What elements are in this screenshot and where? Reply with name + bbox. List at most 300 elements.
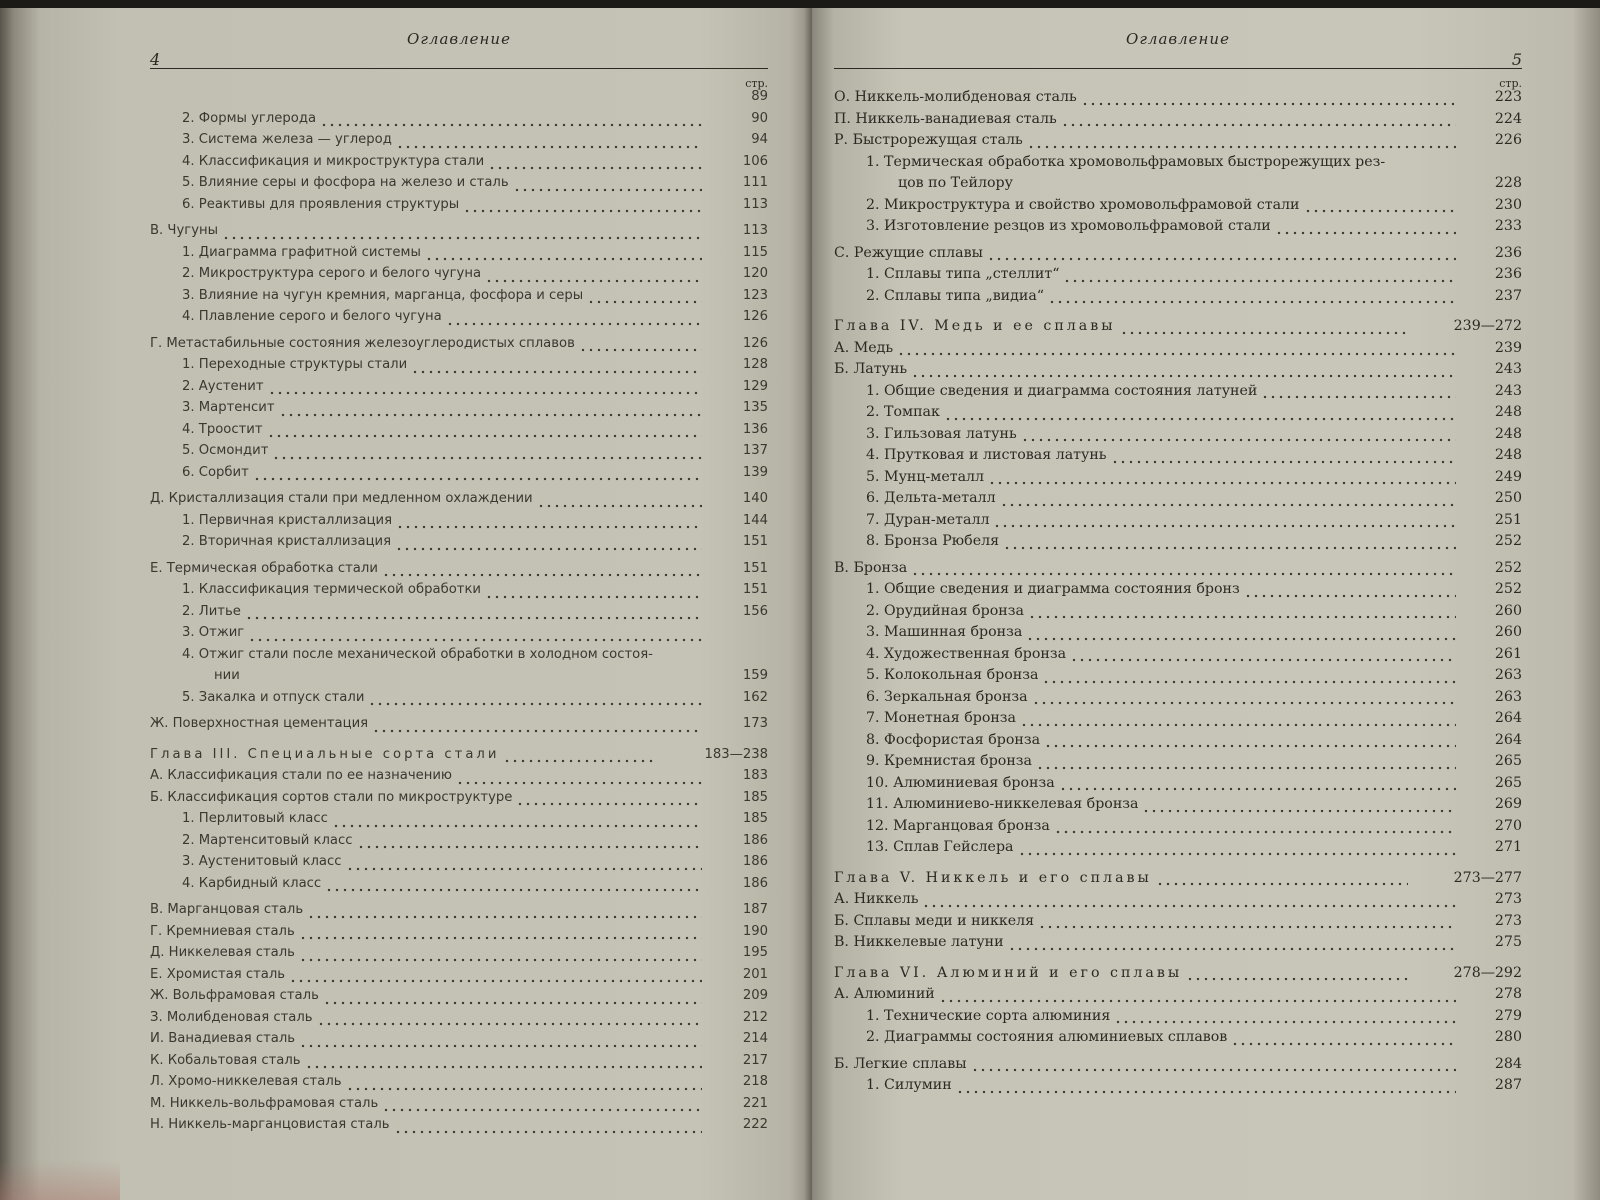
entry-page: 139 <box>742 464 768 480</box>
dot-leader <box>394 1117 702 1139</box>
toc-entry <box>834 404 1522 426</box>
entry-page: 90 <box>751 110 768 126</box>
toc-section <box>150 790 768 812</box>
entry-page: 269 <box>1494 796 1522 812</box>
entry-continuation <box>150 668 768 690</box>
entry-title: 5. Колокольная бронза <box>866 667 1039 683</box>
dot-leader <box>299 945 702 967</box>
toc-section <box>834 934 1522 956</box>
toc-entry <box>150 604 768 626</box>
dot-leader <box>1028 603 1456 625</box>
dot-leader <box>488 154 702 176</box>
toc-entry <box>150 582 768 604</box>
entry-title: 7. Дуран-металл <box>866 511 990 528</box>
dot-leader <box>245 604 702 626</box>
entry-page: 190 <box>742 923 768 939</box>
entry-title: 2. Литье <box>182 603 241 619</box>
dot-leader <box>372 716 702 738</box>
toc-entry <box>150 690 768 712</box>
dot-leader <box>1021 426 1456 448</box>
entry-page: 144 <box>742 512 768 528</box>
dot-leader <box>485 582 702 604</box>
entry-title: 2. Микроструктура и свойство хромовольфрамовой стали <box>866 196 1300 213</box>
entry-page: 128 <box>742 357 768 372</box>
toc-entry <box>150 245 768 267</box>
dot-leader <box>537 491 702 513</box>
entry-title: 4. Художественная бронза <box>866 645 1067 662</box>
dot-leader <box>513 175 702 197</box>
entry-page: 275 <box>1494 934 1522 950</box>
entry-page: 183—238 <box>704 746 768 762</box>
chapter-heading <box>150 747 768 769</box>
entry-page: 243 <box>1494 361 1522 377</box>
toc-entry <box>150 379 768 401</box>
dot-leader <box>346 854 702 876</box>
entry-page: 248 <box>1494 404 1522 420</box>
entry-title: 2. Аустенит <box>182 378 264 394</box>
toc-entry <box>150 400 768 422</box>
entry-title: 9. Кремнистая бронза <box>866 753 1032 769</box>
entry-page: 187 <box>742 902 768 917</box>
entry-title: С. Режущие сплавы <box>834 244 983 261</box>
entry-title: О. Никкель-молибденовая сталь <box>834 89 1077 105</box>
entry-title: 2. Сплавы типа „видиа“ <box>866 287 1045 304</box>
dot-leader <box>503 747 654 769</box>
entry-title: 8. Бронза Рюбеля <box>866 533 1000 549</box>
page-number: 5 <box>1511 50 1522 69</box>
entry-page: 186 <box>742 854 768 869</box>
entry-title: 3. Система железа — углерод <box>182 132 392 147</box>
entry-title: 4. Классификация и микроструктура стали <box>182 153 485 169</box>
entry-continuation <box>834 175 1522 197</box>
dot-leader <box>485 266 702 288</box>
dot-leader <box>382 561 702 583</box>
entry-title: 2. Вторичная кристаллизация <box>182 534 392 549</box>
toc-entry <box>834 818 1522 840</box>
entry-page: 113 <box>742 223 768 238</box>
right-toc-entries <box>834 89 1522 1099</box>
entry-title: Г. Метастабильные состояния железоуглеродистых сплавов <box>150 335 575 351</box>
dot-leader <box>463 197 702 219</box>
dot-leader <box>382 1096 702 1118</box>
entry-title: 11. Алюминиево-никкелевая бронза <box>866 796 1139 812</box>
dot-leader <box>897 340 1456 362</box>
dot-leader <box>299 924 702 946</box>
right-page <box>812 8 1600 1200</box>
toc-entry <box>834 581 1522 603</box>
dot-leader <box>1114 1008 1456 1030</box>
toc-entry <box>834 383 1522 405</box>
entry-page: 236 <box>1494 244 1522 261</box>
toc-entry <box>150 876 768 898</box>
str-label: стр. <box>1499 77 1522 90</box>
entry-title: 7. Монетная бронза <box>866 710 1017 726</box>
entry-page: 140 <box>742 491 768 506</box>
entry-page: 279 <box>1494 1007 1522 1024</box>
entry-page: 287 <box>1494 1077 1522 1093</box>
toc-entry <box>834 1008 1522 1030</box>
entry-page: 273 <box>1494 891 1522 907</box>
entry-title: 6. Зеркальная бронза <box>866 688 1028 705</box>
entry-page: 271 <box>1494 839 1522 855</box>
entry-title: Б. Легкие сплавы <box>834 1055 967 1072</box>
dot-leader <box>1044 732 1456 754</box>
toc-entry <box>834 667 1522 689</box>
toc-section <box>150 1053 768 1075</box>
entry-page: 263 <box>1494 667 1522 683</box>
dot-leader <box>1020 710 1456 732</box>
toc-entry <box>834 154 1522 176</box>
dot-leader <box>267 422 702 444</box>
entry-page: 265 <box>1494 774 1522 791</box>
chapter-heading <box>834 870 1522 892</box>
shadow-corner <box>0 1160 120 1200</box>
toc-section <box>834 361 1522 383</box>
entry-title: 3. Гильзовая латунь <box>866 425 1017 442</box>
toc-entry <box>834 469 1522 491</box>
entry-page: 230 <box>1494 196 1522 213</box>
entry-page: 261 <box>1494 645 1522 662</box>
right-running-head <box>834 8 1522 69</box>
dot-leader <box>911 361 1456 383</box>
dot-leader <box>456 768 702 790</box>
dot-leader <box>1026 624 1456 646</box>
dot-leader <box>911 560 1456 582</box>
entry-page: 252 <box>1494 533 1522 549</box>
dot-leader <box>1038 913 1456 935</box>
entry-page: 126 <box>742 309 768 324</box>
entry-title: Д. Кристаллизация стали при медленном охлаждении <box>150 491 533 506</box>
entry-title: И. Ванадиевая сталь <box>150 1031 296 1046</box>
toc-section <box>150 924 768 946</box>
toc-entry <box>834 288 1522 310</box>
entry-page: 159 <box>742 668 768 683</box>
entry-page: 162 <box>742 689 768 705</box>
dot-leader <box>1036 753 1456 775</box>
entry-title: Ж. Поверхностная цементация <box>150 716 369 731</box>
entry-page: 264 <box>1494 710 1522 726</box>
entry-title: Глава V. Никкель и его сплавы <box>834 869 1152 886</box>
toc-entry <box>834 447 1522 469</box>
toc-entry <box>150 647 768 669</box>
left-running-head <box>150 8 768 69</box>
entry-title: 5. Мунц-металл <box>866 468 985 485</box>
entry-title: 1. Первичная кристаллизация <box>182 512 393 528</box>
dot-leader <box>1048 288 1456 310</box>
entry-page: 136 <box>742 421 768 437</box>
entry-title: 5. Закалка и отпуск стали <box>182 689 365 705</box>
entry-title: Глава IV. Медь и ее сплавы <box>834 318 1116 334</box>
entry-page: 94 <box>751 132 768 147</box>
entry-page: 248 <box>1494 447 1522 463</box>
entry-page: 236 <box>1494 266 1522 282</box>
entry-title: 3. Аустенитовый класс <box>182 854 342 869</box>
dot-leader <box>587 288 702 310</box>
toc-section <box>834 986 1522 1008</box>
entry-page: 217 <box>742 1052 768 1068</box>
dot-leader <box>279 400 702 422</box>
entry-title: 3. Отжиг <box>182 625 245 640</box>
entry-page: 228 <box>1494 175 1522 191</box>
toc-entry <box>150 625 768 647</box>
entry-title: Д. Никкелевая сталь <box>150 945 295 960</box>
entry-page: 173 <box>742 716 768 731</box>
entry-title: В. Чугуны <box>150 223 219 238</box>
entry-page: 214 <box>742 1031 768 1046</box>
entry-page: 278—292 <box>1453 964 1522 981</box>
left-toc-entries <box>150 111 768 1139</box>
toc-section <box>150 902 768 924</box>
entry-page: 239 <box>1494 339 1522 356</box>
toc-section <box>150 988 768 1010</box>
toc-entry <box>834 266 1522 288</box>
dot-leader <box>396 132 702 154</box>
dot-leader <box>987 245 1456 267</box>
toc-entry <box>834 710 1522 732</box>
entry-title: Г. Кремниевая сталь <box>150 923 295 939</box>
left-page <box>0 8 812 1200</box>
entry-page: 224 <box>1494 110 1522 127</box>
dot-leader <box>1120 318 1408 340</box>
entry-page: 120 <box>742 266 768 281</box>
dot-leader <box>988 469 1456 491</box>
dot-leader <box>289 967 702 989</box>
dot-leader <box>1142 796 1456 818</box>
entry-title: 4. Карбидный класс <box>182 875 322 891</box>
dot-leader <box>1156 870 1408 892</box>
dot-leader <box>1003 533 1456 555</box>
entry-title: 4. Прутковая и листовая латунь <box>866 447 1107 463</box>
toc-entry <box>834 603 1522 625</box>
entry-page: 113 <box>742 196 768 212</box>
toc-entry <box>834 426 1522 448</box>
dot-leader <box>1059 775 1456 797</box>
toc-section <box>834 891 1522 913</box>
toc-section <box>150 716 768 738</box>
toc-entry <box>150 811 768 833</box>
toc-entry <box>150 833 768 855</box>
toc-entry <box>834 1029 1522 1051</box>
dot-leader <box>922 891 1456 913</box>
dot-leader <box>307 902 702 924</box>
entry-page: 126 <box>742 335 768 351</box>
entry-title: А. Классификация стали по ее назначению <box>150 768 453 783</box>
entry-title: А. Никкель <box>834 891 919 907</box>
toc-entry <box>834 490 1522 512</box>
entry-title: 2. Диаграммы состояния алюминиевых сплавов <box>866 1029 1228 1045</box>
toc-section <box>150 1096 768 1118</box>
entry-title: 5. Влияние серы и фосфора на железо и сталь <box>182 175 509 190</box>
entry-title: 1. Сплавы типа „стеллит“ <box>866 266 1060 282</box>
toc-section <box>150 491 768 513</box>
entry-page: 273 <box>1494 912 1522 929</box>
entry-title: 6. Дельта-металл <box>866 490 996 506</box>
toc-section <box>150 1074 768 1096</box>
entry-title: 3. Изготовление резцов из хромовольфрамовой стали <box>866 218 1271 234</box>
dot-leader <box>939 986 1456 1008</box>
entry-page: 111 <box>742 175 768 190</box>
entry-title: Ж. Вольфрамовая сталь <box>150 988 319 1003</box>
entry-page: 260 <box>1494 602 1522 619</box>
entry-title-cont: нии <box>214 668 240 683</box>
entry-title: 1. Общие сведения и диаграмма состояния бронз <box>866 581 1240 597</box>
dot-leader <box>317 1010 702 1032</box>
toc-section <box>150 1031 768 1053</box>
entry-page: 115 <box>742 244 768 260</box>
toc-entry <box>150 422 768 444</box>
entry-page: 186 <box>742 875 768 891</box>
entry-page: 185 <box>742 789 768 805</box>
dot-leader <box>1070 646 1456 668</box>
entry-page: 222 <box>742 1117 768 1132</box>
toc-section <box>150 945 768 967</box>
entry-page: 252 <box>1494 581 1522 597</box>
dot-leader <box>971 1056 1457 1078</box>
dot-leader <box>1061 111 1456 133</box>
entry-title: 1. Технические сорта алюминия <box>866 1007 1111 1024</box>
entry-title: 2. Микроструктура серого и белого чугуна <box>182 266 482 281</box>
dot-leader <box>325 876 702 898</box>
entry-title: 5. Осмондит <box>182 443 269 458</box>
dot-leader <box>1042 667 1456 689</box>
running-head-title: Оглавление <box>1126 30 1230 48</box>
chapter-heading <box>834 318 1522 340</box>
dot-leader <box>395 534 702 556</box>
entry-title: 1. Диаграмма графитной системы <box>182 244 421 260</box>
toc-list <box>834 89 1522 1099</box>
entry-title: П. Никкель-ванадиевая сталь <box>834 110 1057 127</box>
entry-page: 243 <box>1494 382 1522 399</box>
toc-entry <box>834 533 1522 555</box>
dot-leader <box>248 625 702 647</box>
dot-leader <box>1231 1029 1456 1051</box>
dot-leader <box>1304 197 1457 219</box>
dot-leader <box>579 336 702 358</box>
entry-page: 260 <box>1494 624 1522 640</box>
toc-entry <box>150 465 768 487</box>
toc-section <box>150 336 768 358</box>
entry-title: 3. Мартенсит <box>182 400 275 415</box>
toc-section <box>834 1056 1522 1078</box>
entry-title: 3. Влияние на чугун кремния, марганца, фосфора и серы <box>182 287 584 303</box>
entry-title: М. Никкель-вольфрамовая сталь <box>150 1095 379 1111</box>
toc-entry <box>150 309 768 331</box>
toc-entry <box>150 175 768 197</box>
toc-entry <box>150 513 768 535</box>
toc-section <box>834 132 1522 154</box>
dot-leader <box>1244 581 1456 603</box>
entry-page: 249 <box>1494 468 1522 485</box>
entry-page: 156 <box>742 603 768 619</box>
entry-page: 218 <box>742 1074 768 1089</box>
toc-entry <box>150 197 768 219</box>
entry-title: Р. Быстрорежущая сталь <box>834 132 1023 148</box>
dot-leader <box>993 512 1456 534</box>
running-head-title: Оглавление <box>407 30 511 48</box>
entry-title: 8. Фосфористая бронза <box>866 731 1041 748</box>
entry-page: 209 <box>742 988 768 1003</box>
toc-entry <box>150 357 768 379</box>
entry-title: 6. Реактивы для проявления структуры <box>182 196 460 212</box>
entry-title: 13. Сплав Гейслера <box>866 839 1014 855</box>
dot-leader <box>956 1077 1456 1099</box>
entry-page: 263 <box>1494 688 1522 705</box>
entry-page: 221 <box>742 1095 768 1111</box>
dot-leader <box>368 690 702 712</box>
toc-entry <box>834 689 1522 711</box>
entry-title: В. Никкелевые латуни <box>834 934 1004 950</box>
dot-leader <box>516 790 702 812</box>
entry-page: 273—277 <box>1453 869 1522 886</box>
dot-leader <box>1186 965 1408 987</box>
entry-page: 201 <box>742 966 768 982</box>
dot-leader <box>1000 490 1456 512</box>
entry-page: 284 <box>1494 1055 1522 1072</box>
toc-entry <box>150 266 768 288</box>
entry-page: 151 <box>742 534 768 549</box>
entry-title: 1. Перлитовый класс <box>182 811 328 826</box>
entry-page: 252 <box>1494 559 1522 576</box>
entry-page: 237 <box>1494 287 1522 304</box>
entry-title: Глава VI. Алюминий и его сплавы <box>834 964 1183 981</box>
dot-leader <box>411 357 702 379</box>
toc-entry <box>834 646 1522 668</box>
entry-title: Б. Классификация сортов стали по микроструктуре <box>150 789 513 805</box>
toc-section <box>834 89 1522 111</box>
toc-section <box>834 913 1522 935</box>
toc-entry <box>834 197 1522 219</box>
toc-first-page-number <box>150 89 768 111</box>
entry-page: 129 <box>742 378 768 394</box>
toc-section <box>150 1117 768 1139</box>
entry-page: 250 <box>1494 490 1522 506</box>
toc-entry <box>834 218 1522 240</box>
toc-entry <box>834 732 1522 754</box>
entry-title: 4. Отжиг стали после механической обработки в холодном состоя- <box>182 646 653 662</box>
entry-page: 151 <box>742 582 768 597</box>
entry-page: 135 <box>742 400 768 415</box>
entry-title: Е. Хромистая сталь <box>150 966 286 982</box>
dot-leader <box>1027 132 1456 154</box>
entry-title: Б. Латунь <box>834 361 908 377</box>
dot-leader <box>425 245 702 267</box>
entry-title: 1. Переходные структуры стали <box>182 357 408 372</box>
entry-page: 106 <box>742 153 768 169</box>
entry-title: 12. Марганцовая бронза <box>866 817 1050 834</box>
page-number: 4 <box>150 50 161 69</box>
entry-page: 123 <box>742 287 768 303</box>
entry-page: 264 <box>1494 731 1522 748</box>
entry-title: К. Кобальтовая сталь <box>150 1052 301 1068</box>
toc-section <box>150 561 768 583</box>
entry-page: 151 <box>742 560 768 576</box>
dot-leader <box>272 443 702 465</box>
dot-leader <box>1032 689 1456 711</box>
entry-page: 186 <box>742 832 768 848</box>
dot-leader <box>357 833 702 855</box>
entry-title-cont: цов по Тейлору <box>898 175 1013 191</box>
entry-page: 137 <box>742 443 768 458</box>
chapter-heading <box>834 965 1522 987</box>
entry-page: 265 <box>1494 753 1522 769</box>
dot-leader <box>346 1074 702 1096</box>
dot-leader <box>222 223 702 245</box>
toc-section <box>834 245 1522 267</box>
toc-entry <box>834 839 1522 861</box>
toc-entry <box>150 132 768 154</box>
entry-page: 226 <box>1494 132 1522 148</box>
entry-title: 2. Орудийная бронза <box>866 602 1024 619</box>
